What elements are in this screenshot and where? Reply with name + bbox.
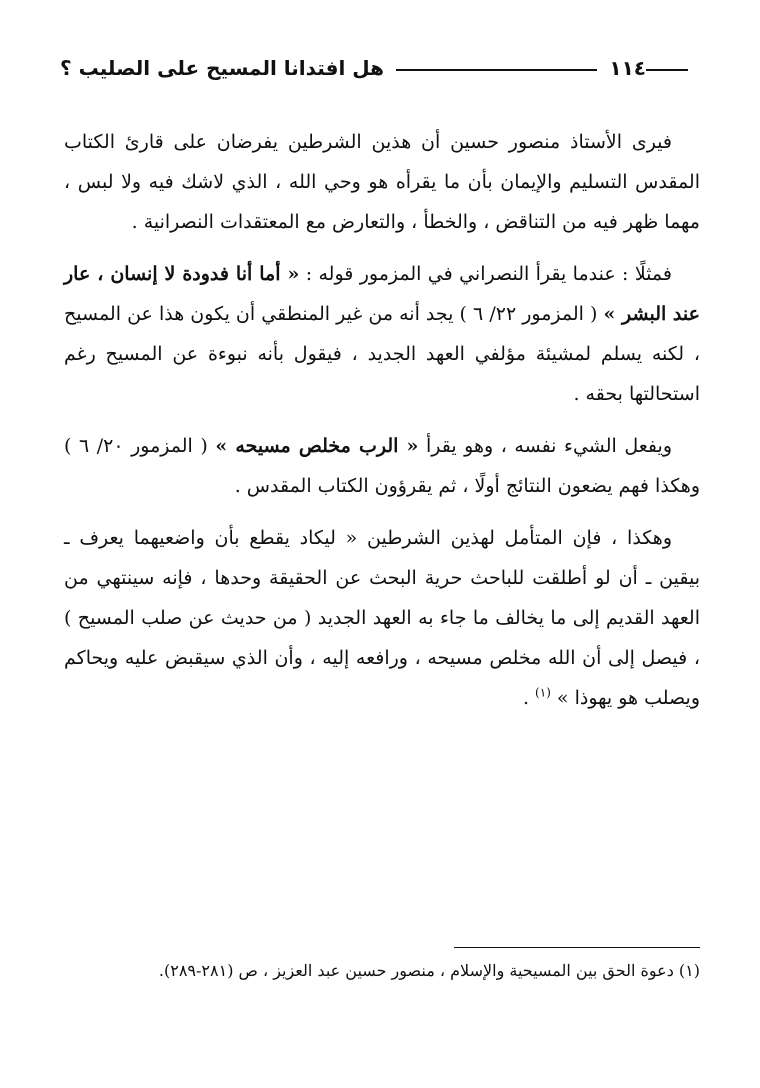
- body-text: [64, 122, 700, 730]
- header-rule: [396, 69, 597, 71]
- paragraph-4: [64, 518, 700, 718]
- paragraph-1: فيرى الأستاذ منصور حسين أن هذين الشرطين يفرضان على قارئ الكتاب المقدس التسليم والإيمان بأن ما يقرأه هو وحي الله ، الذي لاشك فيه ولا لبس ، مهما ظهر فيه من التناقض ، والخطأ ، والتعارض مع المعتقدات النصرانية .: [64, 131, 700, 233]
- footnote-marker[interactable]: (١): [535, 685, 551, 700]
- footnote: (١) دعوة الحق بين المسيحية والإسلام ، منصور حسين عبد العزيز ، ص (٢٨١-٢٨٩).: [158, 961, 700, 980]
- paragraph-3-rest: ( المزمور ٢٠/ ٦ ) وهكذا فهم يضعون النتائج أولًا ، ثم يقرؤون الكتاب المقدس .: [64, 435, 700, 497]
- running-title: هل افتدانا المسيح على الصليب ؟: [60, 56, 385, 80]
- paragraph-2: [64, 254, 700, 414]
- psalm-quote-20: « الرب مخلص مسيحه »: [215, 435, 419, 457]
- paragraph-4-text: وهكذا ، فإن المتأمل لهذين الشرطين « ليكاد يقطع بأن واضعيهما يعرف ـ بيقين ـ أن لو أطلقت للباحث حرية البحث عن الحقيقة وحدها ، فإنه سينتهي من العهد القديم إلى ما يخالف ما جاء به العهد الجديد ( من حديث عن صلب المسيح ) ، فيصل إلى أن الله مخلص مسيحه ، ورافعه إليه ، وأن الذي سيقبض عليه ويحاكم ويصلب هو يهوذا »: [64, 527, 700, 709]
- running-header: [60, 48, 700, 88]
- page-number: ١١٤: [609, 56, 646, 80]
- paragraph-4-end: .: [522, 687, 536, 709]
- header-rule-short: [646, 69, 688, 71]
- paragraph-2-rest: ( المزمور ٢٢/ ٦ ) يجد أنه من غير المنطقي أن يكون هذا عن المسيح ، لكنه يسلم لمشيئة مؤلفي العهد الجديد ، فيقول بأنه نبوءة عن المسيح رغم استحالتها بحقه .: [64, 303, 700, 405]
- footnote-separator: [454, 947, 700, 948]
- psalm-quote-22: « أما أنا فدودة لا إنسان ، عار عند البشر »: [64, 263, 700, 325]
- paragraph-2-intro: فمثلًا : عندما يقرأ النصراني في المزمور قوله :: [299, 263, 672, 285]
- paragraph-3: [64, 426, 700, 506]
- paragraph-3-intro: ويفعل الشيء نفسه ، وهو يقرأ: [418, 435, 672, 457]
